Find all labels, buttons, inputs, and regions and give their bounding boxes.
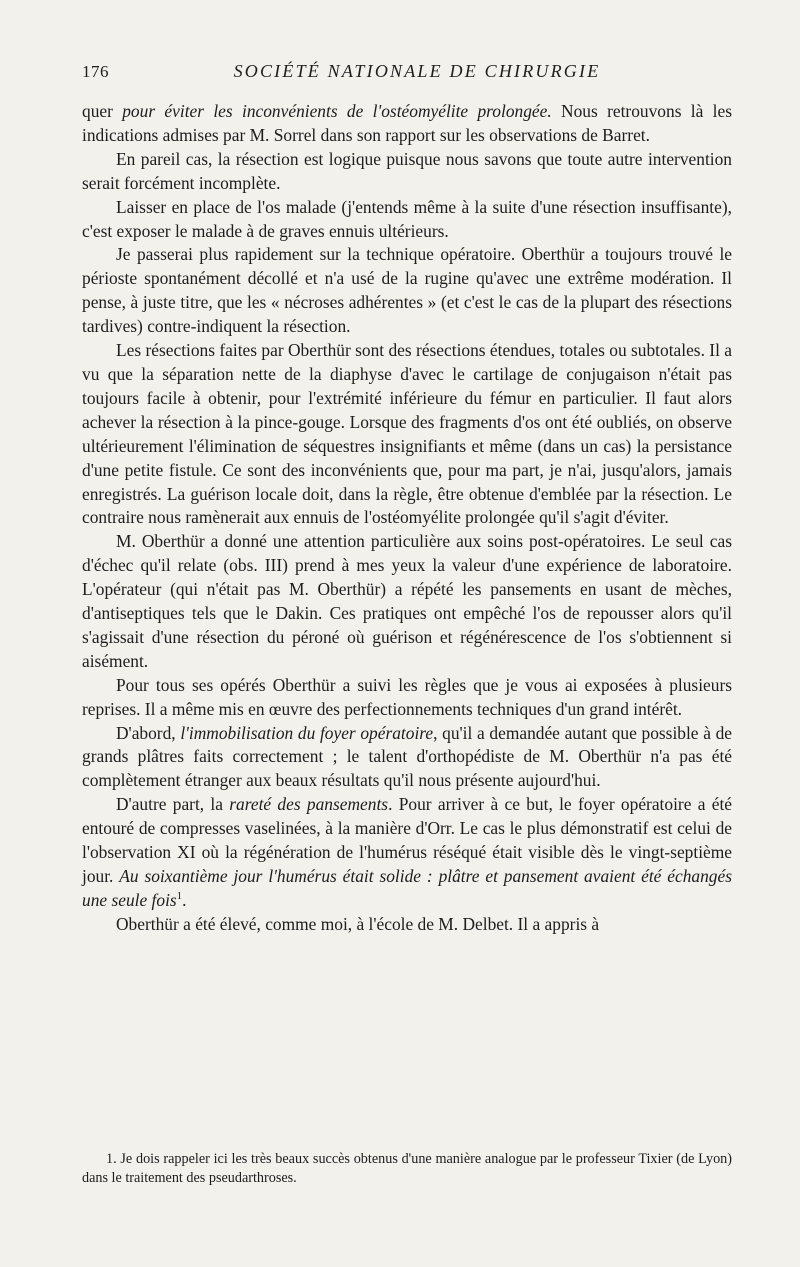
italic-phrase: Au soixantième jour l'humérus était solide : plâtre et pansement avaient été échangés une seule fois [82, 866, 732, 910]
paragraph-text: , qu'il a demandée autant que possible à de grands plâtres faits correctement ; le talent d'orthopédiste de M. Oberthür n'a pas été complètement étranger aux beaux résultats qu'il nous présente aujourd'hui. [82, 722, 733, 791]
paragraph: Oberthür a été élevé, comme moi, à l'école de M. Delbet. Il a appris à [116, 913, 600, 934]
page-number: 176 [82, 62, 109, 81]
paragraph-text: . Pour arriver à ce but, le foyer opératoire a été entouré de compresses vaselinées, à la manière d'Orr. Le cas le plus démonstratif est celui de l'observation XI où la régénération de l'humérus réséqué était visible dès le vingt-septième jour. [82, 794, 732, 886]
paragraph [82, 100, 732, 148]
paragraph: M. Oberthür a donné une attention particulière aux soins post-opératoires. Le seul cas d'échec qu'il relate (obs. III) prend à mes yeux la valeur d'une expérience de laboratoire. L'opérateur (qui n'était pas M. Oberthür) a répété les pansements en usant de mèches, d'antiseptiques tels que le Dakin. Ces pratiques ont empêché l'os de repousser alors qu'il s'agissait d'une résection du péroné où guérison et régénérescence de l'os s'obtiennent si aisément. [82, 531, 732, 671]
footnote-text: Je dois rappeler ici les très beaux succès obtenus d'une manière analogue par le professeur Tixier (de Lyon) dans le traitement des pseudarthroses. [82, 1151, 733, 1186]
paragraph-text: D'abord, [116, 722, 181, 743]
footnote-marker: 1. [106, 1151, 117, 1167]
paragraph-text: D'autre part, la [116, 794, 230, 815]
italic-phrase: rareté des pansements [229, 794, 389, 815]
body-text [82, 100, 732, 937]
footnote [82, 1150, 732, 1187]
footnote-paragraph [82, 1150, 732, 1187]
running-title: SOCIÉTÉ NATIONALE DE CHIRURGIE [233, 61, 601, 81]
paragraph: En pareil cas, la résection est logique puisque nous savons que toute autre intervention serait forcément incomplète. [82, 148, 732, 193]
paragraph: Les résections faites par Oberthür sont des résections étendues, totales ou subtotales. Il a vu que la séparation nette de la diaphyse d'avec le cartilage de conjugaison n'était pas toujours facile à obtenir, pour l'extrémité inférieure du fémur en particulier. Il faut alors achever la résection à la pince-gouge. Lorsque des fragments d'os ont été oubliés, on observe ultérieurement l'élimination de séquestres insignifiants et même (dans un cas) la persistance d'une petite fistule. Ce sont des inconvénients que, pour ma part, je n'ai, jusqu'alors, jamais enregistrés. La guérison locale doit, dans la règle, être obtenue d'emblée par la résection. Le contraire nous ramènerait aux ennuis de l'ostéomyélite prolongée qu'il s'agit d'éviter. [82, 340, 732, 528]
paragraph [82, 793, 732, 913]
paragraph [82, 722, 732, 794]
paragraph-text: . [182, 889, 187, 910]
paragraph: Je passerai plus rapidement sur la technique opératoire. Oberthür a toujours trouvé le périoste spontanément décollé et n'a usé de la rugine qu'avec une extrême modération. Il pense, à juste titre, que les « nécroses adhérentes » (et c'est le cas de la plupart des résections tardives) contre-indiquent la résection. [82, 244, 732, 337]
paragraph: Laisser en place de l'os malade (j'entends même à la suite d'une résection insuffisante), c'est exposer le malade à de graves ennuis ultérieurs. [82, 196, 732, 241]
footnote-reference[interactable]: 1 [176, 890, 183, 903]
page-header [82, 58, 732, 88]
italic-phrase: l'immobilisation du foyer opératoire [180, 722, 434, 743]
paragraph: Pour tous ses opérés Oberthür a suivi les règles que je vous ai exposées à plusieurs reprises. Il a même mis en œuvre des perfectionnements techniques d'un grand intérêt. [82, 674, 732, 719]
paragraph-text: Nous retrouvons là les indications admises par M. Sorrel dans son rapport sur les observations de Barret. [82, 101, 732, 145]
italic-phrase: pour éviter les inconvénients de l'ostéomyélite prolongée. [122, 101, 552, 121]
paragraph-text: quer [82, 101, 123, 121]
